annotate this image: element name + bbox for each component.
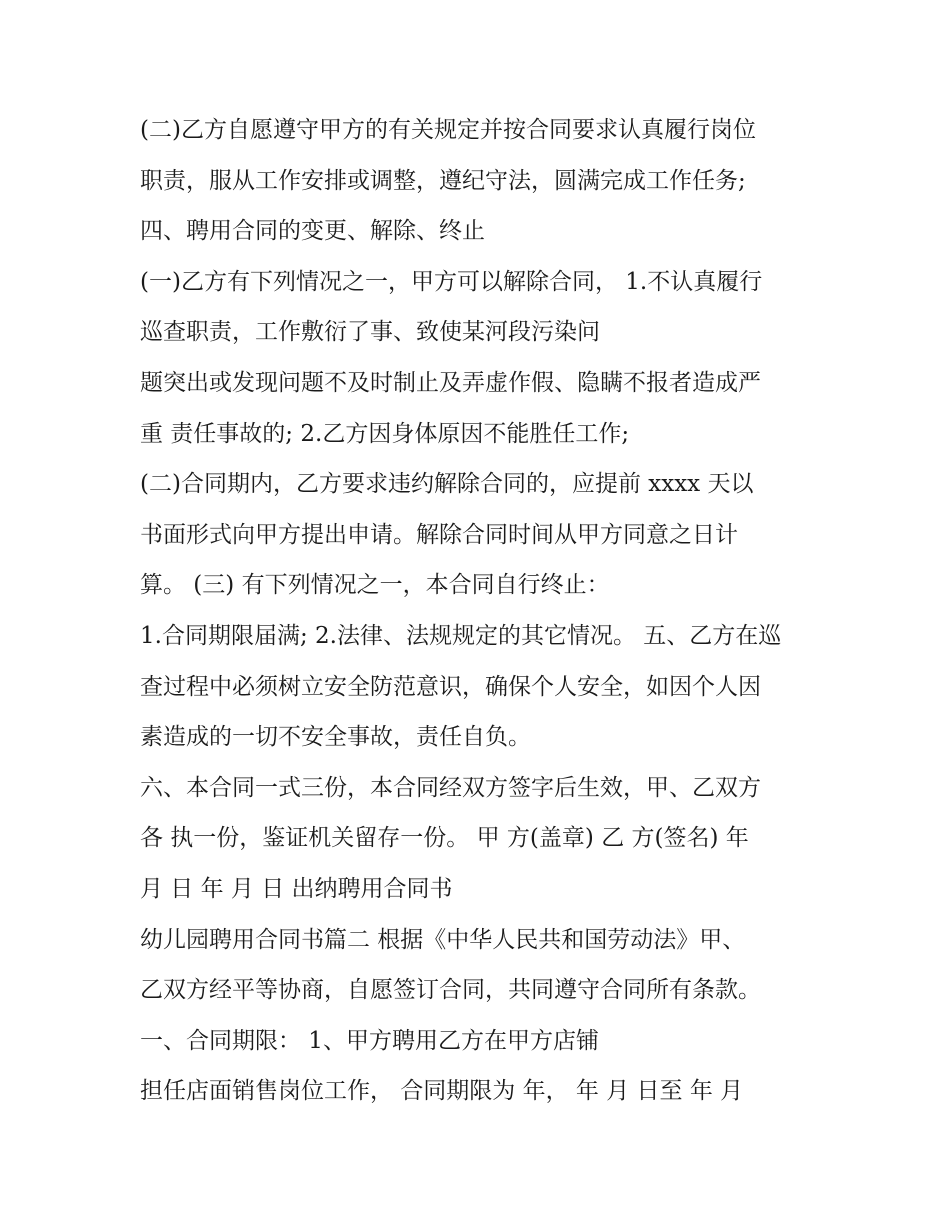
text-line: 算。 (三) 有下列情况之一，本合同自行终止： (140, 572, 610, 599)
text-line: 乙双方经平等协商，自愿签订合同，共同遵守合同所有条款。 (140, 977, 761, 1004)
text-line: 素造成的一切不安全事故，责任自负。 (140, 724, 531, 751)
text-line: 一、合同期限： 1、甲方聘用乙方在甲方店铺 (140, 1027, 599, 1054)
text-line: 重 责任事故的; 2.乙方因身体原因不能胜任工作; (140, 420, 630, 447)
text-line: 六、本合同一式三份，本合同经双方签字后生效，甲、乙双方 (140, 774, 761, 801)
text-line: 书面形式向甲方提出申请。解除合同时间从甲方同意之日计 (140, 521, 738, 548)
text-line: 各 执一份，鉴证机关留存一份。 甲 方(盖章) 乙 方(签名) 年 (140, 825, 749, 852)
text-line: 巡查职责，工作敷衍了事、致使某河段污染问 (140, 319, 600, 346)
text-line: 幼儿园聘用合同书篇二 根据《中华人民共和国劳动法》甲、 (140, 926, 746, 953)
text-line: 题突出或发现问题不及时制止及弄虚作假、隐瞒不报者造成严 (140, 369, 761, 396)
text-line: (二)合同期内，乙方要求违约解除合同的，应提前 xxxx 天以 (140, 471, 754, 498)
text-line: 职责，服从工作安排或调整，遵纪守法，圆满完成工作任务; (140, 167, 746, 194)
section-heading: 四、聘用合同的变更、解除、终止 (140, 218, 485, 245)
text-line: 月 日 年 月 日 出纳聘用合同书 (140, 875, 453, 902)
document-body (140, 105, 820, 1117)
text-line: 1.合同期限届满; 2.法律、法规规定的其它情况。 五、乙方在巡 (140, 622, 782, 649)
text-line: (一)乙方有下列情况之一，甲方可以解除合同， 1.不认真履行 (140, 268, 763, 295)
text-line: 查过程中必须树立安全防范意识，确保个人安全，如因个人因 (140, 673, 761, 700)
text-line: 担任店面销售岗位工作， 合同期限为 年， 年 月 日至 年 月 (140, 1078, 744, 1105)
text-line: (二)乙方自愿遵守甲方的有关规定并按合同要求认真履行岗位 (140, 117, 756, 143)
